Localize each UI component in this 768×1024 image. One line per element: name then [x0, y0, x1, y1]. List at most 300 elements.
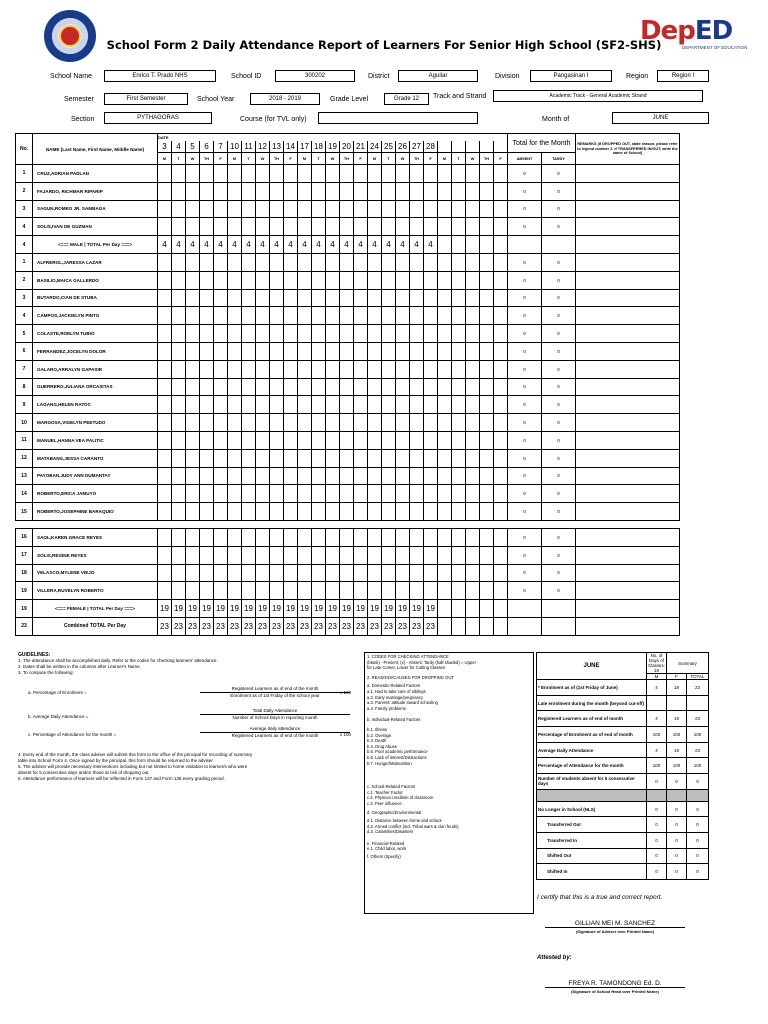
attendance-cell[interactable] — [466, 182, 480, 200]
remarks-cell[interactable] — [576, 582, 680, 600]
attendance-cell[interactable] — [340, 182, 354, 200]
attendance-cell[interactable] — [298, 360, 312, 378]
attendance-cell[interactable] — [326, 289, 340, 307]
attendance-cell[interactable] — [452, 360, 466, 378]
school-name-field[interactable]: Enrico T. Prado NHS — [104, 70, 216, 82]
attendance-cell[interactable] — [242, 253, 256, 271]
attendance-cell[interactable] — [354, 325, 368, 343]
attendance-cell[interactable] — [368, 396, 382, 414]
attendance-cell[interactable] — [284, 467, 298, 485]
attendance-cell[interactable] — [256, 414, 270, 432]
attendance-cell[interactable] — [326, 342, 340, 360]
attendance-cell[interactable] — [284, 271, 298, 289]
attendance-cell[interactable] — [242, 289, 256, 307]
attendance-cell[interactable] — [368, 182, 382, 200]
attendance-cell[interactable] — [228, 165, 242, 183]
attendance-cell[interactable] — [354, 431, 368, 449]
attendance-cell[interactable] — [172, 360, 186, 378]
attendance-cell[interactable] — [480, 414, 494, 432]
attendance-cell[interactable] — [270, 546, 284, 564]
attendance-cell[interactable] — [312, 503, 326, 521]
attendance-cell[interactable] — [466, 342, 480, 360]
attendance-cell[interactable] — [396, 431, 410, 449]
attendance-cell[interactable] — [396, 218, 410, 236]
attendance-cell[interactable] — [214, 200, 228, 218]
attendance-cell[interactable] — [382, 528, 396, 546]
attendance-cell[interactable] — [480, 325, 494, 343]
attendance-cell[interactable] — [298, 485, 312, 503]
attendance-cell[interactable] — [228, 325, 242, 343]
remarks-cell[interactable] — [576, 378, 680, 396]
attendance-cell[interactable] — [214, 307, 228, 325]
attendance-cell[interactable] — [340, 378, 354, 396]
attendance-cell[interactable] — [368, 582, 382, 600]
attendance-cell[interactable] — [242, 360, 256, 378]
school-id-field[interactable]: 300202 — [275, 70, 355, 82]
attendance-cell[interactable] — [242, 396, 256, 414]
attendance-cell[interactable] — [158, 253, 172, 271]
attendance-cell[interactable] — [354, 503, 368, 521]
attendance-cell[interactable] — [242, 325, 256, 343]
attendance-cell[interactable] — [270, 449, 284, 467]
attendance-cell[interactable] — [466, 414, 480, 432]
attendance-cell[interactable] — [186, 396, 200, 414]
attendance-cell[interactable] — [270, 528, 284, 546]
attendance-cell[interactable] — [438, 414, 452, 432]
attendance-cell[interactable] — [410, 253, 424, 271]
attendance-cell[interactable] — [186, 378, 200, 396]
attendance-cell[interactable] — [214, 582, 228, 600]
attendance-cell[interactable] — [340, 253, 354, 271]
attendance-cell[interactable] — [452, 182, 466, 200]
attendance-cell[interactable] — [172, 396, 186, 414]
attendance-cell[interactable] — [186, 271, 200, 289]
attendance-cell[interactable] — [158, 485, 172, 503]
attendance-cell[interactable] — [452, 528, 466, 546]
attendance-cell[interactable] — [242, 342, 256, 360]
attendance-cell[interactable] — [340, 467, 354, 485]
attendance-cell[interactable] — [284, 528, 298, 546]
attendance-cell[interactable] — [396, 307, 410, 325]
remarks-cell[interactable] — [576, 467, 680, 485]
attendance-cell[interactable] — [396, 165, 410, 183]
attendance-cell[interactable] — [228, 485, 242, 503]
attendance-cell[interactable] — [340, 289, 354, 307]
attendance-cell[interactable] — [494, 485, 508, 503]
attendance-cell[interactable] — [158, 582, 172, 600]
attendance-cell[interactable] — [326, 503, 340, 521]
attendance-cell[interactable] — [158, 528, 172, 546]
attendance-cell[interactable] — [424, 289, 438, 307]
attendance-cell[interactable] — [410, 378, 424, 396]
attendance-cell[interactable] — [438, 449, 452, 467]
attendance-cell[interactable] — [158, 378, 172, 396]
attendance-cell[interactable] — [410, 307, 424, 325]
attendance-cell[interactable] — [326, 253, 340, 271]
attendance-cell[interactable] — [326, 414, 340, 432]
attendance-cell[interactable] — [340, 200, 354, 218]
attendance-cell[interactable] — [270, 325, 284, 343]
attendance-cell[interactable] — [382, 360, 396, 378]
attendance-cell[interactable] — [410, 165, 424, 183]
attendance-cell[interactable] — [368, 289, 382, 307]
attendance-cell[interactable] — [284, 342, 298, 360]
attendance-cell[interactable] — [340, 528, 354, 546]
attendance-cell[interactable] — [452, 449, 466, 467]
attendance-cell[interactable] — [172, 546, 186, 564]
attendance-cell[interactable] — [438, 200, 452, 218]
attendance-cell[interactable] — [312, 289, 326, 307]
attendance-cell[interactable] — [354, 271, 368, 289]
attendance-cell[interactable] — [424, 582, 438, 600]
attendance-cell[interactable] — [298, 325, 312, 343]
attendance-cell[interactable] — [410, 396, 424, 414]
attendance-cell[interactable] — [466, 564, 480, 582]
attendance-cell[interactable] — [480, 546, 494, 564]
attendance-cell[interactable] — [284, 307, 298, 325]
attendance-cell[interactable] — [242, 449, 256, 467]
attendance-cell[interactable] — [172, 307, 186, 325]
attendance-cell[interactable] — [382, 431, 396, 449]
attendance-cell[interactable] — [382, 467, 396, 485]
attendance-cell[interactable] — [466, 200, 480, 218]
attendance-cell[interactable] — [480, 485, 494, 503]
attendance-cell[interactable] — [396, 582, 410, 600]
attendance-cell[interactable] — [340, 414, 354, 432]
school-year-field[interactable]: 2018 - 2019 — [250, 93, 320, 105]
attendance-cell[interactable] — [494, 360, 508, 378]
attendance-cell[interactable] — [494, 378, 508, 396]
attendance-cell[interactable] — [200, 396, 214, 414]
attendance-cell[interactable] — [284, 449, 298, 467]
attendance-cell[interactable] — [368, 546, 382, 564]
attendance-cell[interactable] — [340, 360, 354, 378]
attendance-cell[interactable] — [382, 271, 396, 289]
attendance-cell[interactable] — [228, 218, 242, 236]
attendance-cell[interactable] — [480, 289, 494, 307]
attendance-cell[interactable] — [200, 564, 214, 582]
attendance-cell[interactable] — [424, 182, 438, 200]
attendance-cell[interactable] — [452, 342, 466, 360]
attendance-cell[interactable] — [326, 485, 340, 503]
attendance-cell[interactable] — [438, 485, 452, 503]
attendance-cell[interactable] — [382, 449, 396, 467]
attendance-cell[interactable] — [326, 564, 340, 582]
attendance-cell[interactable] — [298, 467, 312, 485]
attendance-cell[interactable] — [326, 396, 340, 414]
attendance-cell[interactable] — [172, 253, 186, 271]
attendance-cell[interactable] — [396, 360, 410, 378]
attendance-cell[interactable] — [186, 289, 200, 307]
attendance-cell[interactable] — [312, 546, 326, 564]
attendance-cell[interactable] — [312, 307, 326, 325]
attendance-cell[interactable] — [214, 342, 228, 360]
attendance-cell[interactable] — [424, 414, 438, 432]
attendance-cell[interactable] — [214, 564, 228, 582]
attendance-cell[interactable] — [424, 360, 438, 378]
attendance-cell[interactable] — [396, 564, 410, 582]
attendance-cell[interactable] — [228, 289, 242, 307]
attendance-cell[interactable] — [480, 200, 494, 218]
attendance-cell[interactable] — [480, 218, 494, 236]
remarks-cell[interactable] — [576, 307, 680, 325]
attendance-cell[interactable] — [312, 342, 326, 360]
track-field[interactable]: Academic Track - General Academic Strand — [493, 90, 703, 102]
attendance-cell[interactable] — [298, 200, 312, 218]
semester-field[interactable]: First Semester — [104, 93, 188, 105]
attendance-cell[interactable] — [242, 528, 256, 546]
attendance-cell[interactable] — [494, 503, 508, 521]
attendance-cell[interactable] — [172, 182, 186, 200]
attendance-cell[interactable] — [340, 564, 354, 582]
attendance-cell[interactable] — [424, 431, 438, 449]
attendance-cell[interactable] — [200, 431, 214, 449]
attendance-cell[interactable] — [382, 253, 396, 271]
attendance-cell[interactable] — [214, 325, 228, 343]
attendance-cell[interactable] — [228, 528, 242, 546]
attendance-cell[interactable] — [494, 528, 508, 546]
attendance-cell[interactable] — [186, 414, 200, 432]
attendance-cell[interactable] — [340, 503, 354, 521]
attendance-cell[interactable] — [326, 546, 340, 564]
attendance-cell[interactable] — [354, 467, 368, 485]
attendance-cell[interactable] — [396, 378, 410, 396]
attendance-cell[interactable] — [368, 307, 382, 325]
attendance-cell[interactable] — [158, 325, 172, 343]
attendance-cell[interactable] — [186, 431, 200, 449]
attendance-cell[interactable] — [214, 449, 228, 467]
attendance-cell[interactable] — [424, 342, 438, 360]
attendance-cell[interactable] — [480, 431, 494, 449]
attendance-cell[interactable] — [270, 253, 284, 271]
remarks-cell[interactable] — [576, 503, 680, 521]
attendance-cell[interactable] — [270, 414, 284, 432]
attendance-cell[interactable] — [312, 325, 326, 343]
attendance-cell[interactable] — [340, 325, 354, 343]
attendance-cell[interactable] — [480, 165, 494, 183]
attendance-cell[interactable] — [256, 289, 270, 307]
attendance-cell[interactable] — [326, 449, 340, 467]
attendance-cell[interactable] — [340, 485, 354, 503]
attendance-cell[interactable] — [312, 528, 326, 546]
attendance-cell[interactable] — [466, 378, 480, 396]
attendance-cell[interactable] — [354, 546, 368, 564]
attendance-cell[interactable] — [186, 528, 200, 546]
attendance-cell[interactable] — [368, 503, 382, 521]
remarks-cell[interactable] — [576, 182, 680, 200]
attendance-cell[interactable] — [172, 582, 186, 600]
attendance-cell[interactable] — [256, 485, 270, 503]
remarks-cell[interactable] — [576, 546, 680, 564]
attendance-cell[interactable] — [326, 582, 340, 600]
course-field[interactable] — [318, 112, 478, 124]
attendance-cell[interactable] — [270, 360, 284, 378]
attendance-cell[interactable] — [494, 165, 508, 183]
attendance-cell[interactable] — [186, 485, 200, 503]
attendance-cell[interactable] — [256, 546, 270, 564]
attendance-cell[interactable] — [214, 289, 228, 307]
attendance-cell[interactable] — [368, 449, 382, 467]
attendance-cell[interactable] — [424, 378, 438, 396]
attendance-cell[interactable] — [172, 165, 186, 183]
attendance-cell[interactable] — [200, 378, 214, 396]
attendance-cell[interactable] — [186, 218, 200, 236]
attendance-cell[interactable] — [312, 414, 326, 432]
attendance-cell[interactable] — [284, 253, 298, 271]
attendance-cell[interactable] — [298, 218, 312, 236]
attendance-cell[interactable] — [172, 503, 186, 521]
attendance-cell[interactable] — [424, 218, 438, 236]
attendance-cell[interactable] — [256, 271, 270, 289]
attendance-cell[interactable] — [228, 342, 242, 360]
attendance-cell[interactable] — [452, 289, 466, 307]
attendance-cell[interactable] — [340, 431, 354, 449]
attendance-cell[interactable] — [312, 485, 326, 503]
attendance-cell[interactable] — [298, 528, 312, 546]
attendance-cell[interactable] — [312, 396, 326, 414]
attendance-cell[interactable] — [200, 467, 214, 485]
attendance-cell[interactable] — [186, 449, 200, 467]
attendance-cell[interactable] — [312, 182, 326, 200]
remarks-cell[interactable] — [576, 289, 680, 307]
attendance-cell[interactable] — [382, 218, 396, 236]
attendance-cell[interactable] — [494, 253, 508, 271]
attendance-cell[interactable] — [424, 467, 438, 485]
attendance-cell[interactable] — [270, 396, 284, 414]
attendance-cell[interactable] — [172, 449, 186, 467]
attendance-cell[interactable] — [410, 467, 424, 485]
attendance-cell[interactable] — [424, 396, 438, 414]
attendance-cell[interactable] — [270, 431, 284, 449]
attendance-cell[interactable] — [158, 449, 172, 467]
attendance-cell[interactable] — [298, 449, 312, 467]
attendance-cell[interactable] — [270, 271, 284, 289]
attendance-cell[interactable] — [200, 360, 214, 378]
attendance-cell[interactable] — [368, 342, 382, 360]
attendance-cell[interactable] — [326, 218, 340, 236]
attendance-cell[interactable] — [158, 467, 172, 485]
attendance-cell[interactable] — [214, 271, 228, 289]
remarks-cell[interactable] — [576, 253, 680, 271]
attendance-cell[interactable] — [186, 360, 200, 378]
attendance-cell[interactable] — [312, 431, 326, 449]
attendance-cell[interactable] — [158, 564, 172, 582]
attendance-cell[interactable] — [340, 218, 354, 236]
attendance-cell[interactable] — [200, 503, 214, 521]
attendance-cell[interactable] — [214, 396, 228, 414]
attendance-cell[interactable] — [480, 271, 494, 289]
attendance-cell[interactable] — [396, 342, 410, 360]
attendance-cell[interactable] — [186, 503, 200, 521]
attendance-cell[interactable] — [466, 218, 480, 236]
attendance-cell[interactable] — [396, 289, 410, 307]
attendance-cell[interactable] — [284, 396, 298, 414]
attendance-cell[interactable] — [354, 342, 368, 360]
attendance-cell[interactable] — [410, 485, 424, 503]
attendance-cell[interactable] — [354, 528, 368, 546]
attendance-cell[interactable] — [466, 546, 480, 564]
attendance-cell[interactable] — [228, 307, 242, 325]
attendance-cell[interactable] — [200, 342, 214, 360]
attendance-cell[interactable] — [438, 582, 452, 600]
attendance-cell[interactable] — [340, 396, 354, 414]
attendance-cell[interactable] — [466, 485, 480, 503]
attendance-cell[interactable] — [410, 449, 424, 467]
attendance-cell[interactable] — [270, 378, 284, 396]
attendance-cell[interactable] — [438, 253, 452, 271]
attendance-cell[interactable] — [228, 467, 242, 485]
attendance-cell[interactable] — [424, 485, 438, 503]
attendance-cell[interactable] — [256, 431, 270, 449]
attendance-cell[interactable] — [340, 271, 354, 289]
attendance-cell[interactable] — [466, 253, 480, 271]
attendance-cell[interactable] — [242, 378, 256, 396]
attendance-cell[interactable] — [298, 253, 312, 271]
attendance-cell[interactable] — [242, 414, 256, 432]
attendance-cell[interactable] — [438, 503, 452, 521]
attendance-cell[interactable] — [452, 396, 466, 414]
attendance-cell[interactable] — [298, 582, 312, 600]
attendance-cell[interactable] — [382, 378, 396, 396]
attendance-cell[interactable] — [298, 503, 312, 521]
attendance-cell[interactable] — [298, 165, 312, 183]
attendance-cell[interactable] — [214, 253, 228, 271]
attendance-cell[interactable] — [242, 431, 256, 449]
attendance-cell[interactable] — [158, 360, 172, 378]
attendance-cell[interactable] — [480, 307, 494, 325]
attendance-cell[interactable] — [452, 467, 466, 485]
attendance-cell[interactable] — [270, 342, 284, 360]
attendance-cell[interactable] — [312, 253, 326, 271]
attendance-cell[interactable] — [186, 165, 200, 183]
attendance-cell[interactable] — [438, 360, 452, 378]
attendance-cell[interactable] — [424, 503, 438, 521]
attendance-cell[interactable] — [214, 414, 228, 432]
attendance-cell[interactable] — [480, 342, 494, 360]
attendance-cell[interactable] — [214, 218, 228, 236]
attendance-cell[interactable] — [368, 467, 382, 485]
attendance-cell[interactable] — [158, 200, 172, 218]
attendance-cell[interactable] — [158, 307, 172, 325]
attendance-cell[interactable] — [298, 289, 312, 307]
attendance-cell[interactable] — [256, 360, 270, 378]
attendance-cell[interactable] — [312, 582, 326, 600]
attendance-cell[interactable] — [466, 503, 480, 521]
attendance-cell[interactable] — [270, 467, 284, 485]
attendance-cell[interactable] — [466, 307, 480, 325]
attendance-cell[interactable] — [368, 414, 382, 432]
attendance-cell[interactable] — [242, 218, 256, 236]
attendance-cell[interactable] — [158, 431, 172, 449]
attendance-cell[interactable] — [480, 503, 494, 521]
attendance-cell[interactable] — [228, 378, 242, 396]
remarks-cell[interactable] — [576, 485, 680, 503]
attendance-cell[interactable] — [312, 449, 326, 467]
attendance-cell[interactable] — [256, 449, 270, 467]
attendance-cell[interactable] — [452, 218, 466, 236]
attendance-cell[interactable] — [354, 360, 368, 378]
attendance-cell[interactable] — [158, 342, 172, 360]
attendance-cell[interactable] — [158, 218, 172, 236]
attendance-cell[interactable] — [228, 414, 242, 432]
attendance-cell[interactable] — [284, 431, 298, 449]
attendance-cell[interactable] — [256, 200, 270, 218]
attendance-cell[interactable] — [214, 182, 228, 200]
attendance-cell[interactable] — [410, 360, 424, 378]
attendance-cell[interactable] — [494, 325, 508, 343]
attendance-cell[interactable] — [186, 200, 200, 218]
attendance-cell[interactable] — [200, 325, 214, 343]
